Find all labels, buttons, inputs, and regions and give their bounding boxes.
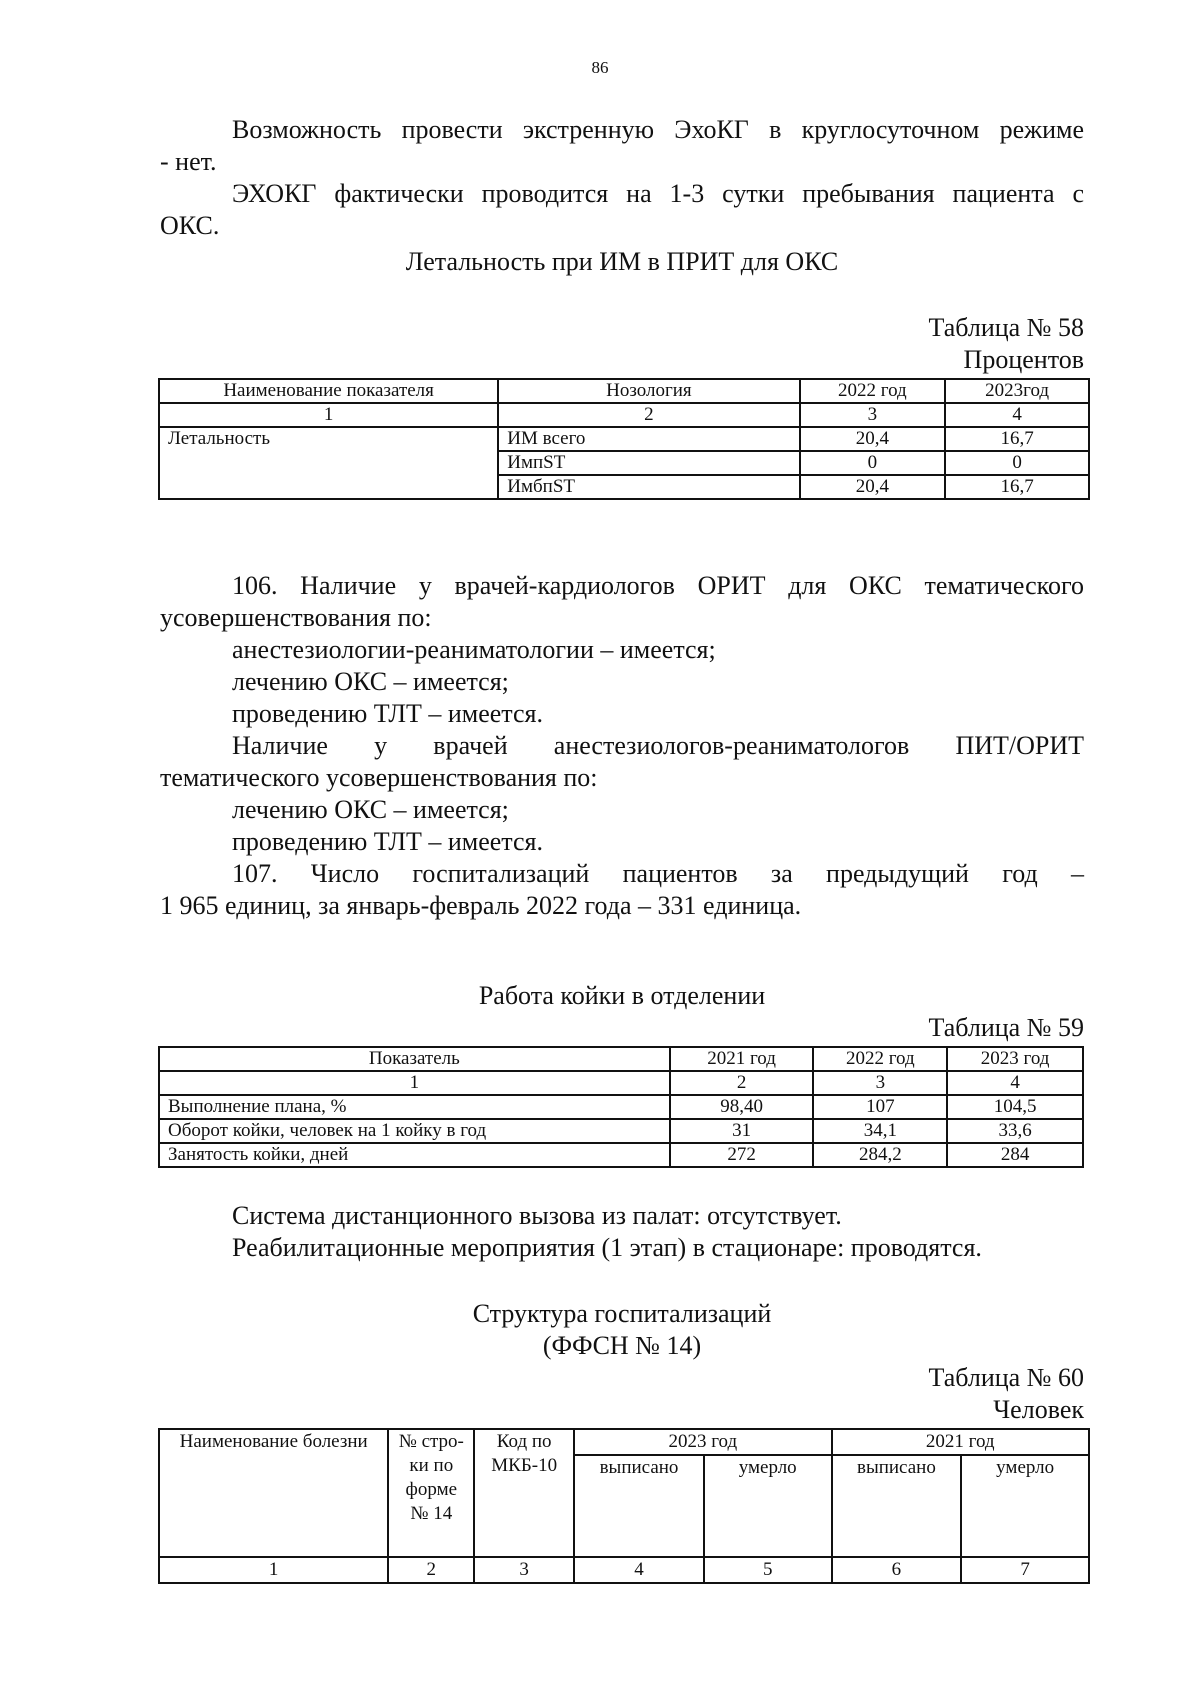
rehab-line: Реабилитационные мероприятия (1 этап) в стационаре: проводятся. <box>232 1233 982 1262</box>
table60 <box>158 1428 1090 1584</box>
page-number: 86 <box>591 58 609 77</box>
nosology-cell: ИмпST <box>498 451 799 475</box>
index-cell: 2 <box>670 1071 814 1095</box>
index-cell: 4 <box>574 1557 704 1583</box>
header-cell: 2023год <box>945 379 1089 403</box>
label-cell: Выполнение плана, % <box>159 1095 670 1119</box>
table60-title-line2: (ФФСН № 14) <box>542 1331 702 1360</box>
label-cell: Занятость койки, дней <box>159 1143 670 1167</box>
value-cell: 284 <box>947 1143 1083 1167</box>
table-index-row <box>159 403 1089 427</box>
header-cell-disease: Наименование болезни <box>159 1429 388 1557</box>
value-cell: 33,6 <box>947 1119 1083 1143</box>
s107-line1: 107. Число госпитализаций пациентов за предыдущий год – <box>232 859 1084 888</box>
table59-title: Работа койки в отделении <box>478 981 766 1010</box>
header-cell: 2021 год <box>670 1047 814 1071</box>
index-cell: 6 <box>832 1557 962 1583</box>
s106-line2: усовершенствования по: <box>160 603 432 632</box>
s106-line7: тематического усовершенствования по: <box>160 763 598 792</box>
nosology-cell: ИмбпST <box>498 475 799 499</box>
value-cell: 284,2 <box>813 1143 947 1167</box>
header-cell: 2023 год <box>947 1047 1083 1071</box>
table59 <box>158 1046 1084 1168</box>
table-header-row <box>159 1047 1083 1071</box>
index-cell: 3 <box>800 403 946 427</box>
table58-unit: Процентов <box>963 345 1084 374</box>
s106-line5: проведению ТЛТ – имеется. <box>232 699 543 728</box>
value-cell: 16,7 <box>945 427 1089 451</box>
index-cell: 2 <box>498 403 799 427</box>
header-cell: Показатель <box>159 1047 670 1071</box>
s106-line9: проведению ТЛТ – имеется. <box>232 827 543 856</box>
value-cell: 31 <box>670 1119 814 1143</box>
s106-line4: лечению ОКС – имеется; <box>232 667 509 696</box>
table60-unit: Человек <box>993 1395 1084 1424</box>
value-cell: 0 <box>800 451 946 475</box>
nosology-cell: ИМ всего <box>498 427 799 451</box>
index-cell: 7 <box>961 1557 1089 1583</box>
index-cell: 3 <box>813 1071 947 1095</box>
index-cell: 2 <box>388 1557 474 1583</box>
table-row <box>159 1119 1083 1143</box>
table-row <box>159 1095 1083 1119</box>
header-cell: Наименование показателя <box>159 379 498 403</box>
table-header-row <box>159 1429 1089 1455</box>
index-cell: 1 <box>159 1071 670 1095</box>
index-cell: 5 <box>704 1557 832 1583</box>
value-cell: 107 <box>813 1095 947 1119</box>
value-cell: 272 <box>670 1143 814 1167</box>
table-row <box>159 427 1089 451</box>
table58-title: Летальность при ИМ в ПРИТ для ОКС <box>405 247 839 276</box>
para2-line1: ЭХОКГ фактически проводится на 1-3 сутки пребывания пациента с <box>232 179 1084 208</box>
s106-line3: анестезиологии-реаниматологии – имеется; <box>232 635 716 664</box>
table-index-row <box>159 1071 1083 1095</box>
value-cell: 20,4 <box>800 427 946 451</box>
table60-title-line1: Структура госпитализаций <box>472 1299 772 1328</box>
value-cell: 34,1 <box>813 1119 947 1143</box>
table-index-row <box>159 1557 1089 1583</box>
subheader-cell: умерло <box>704 1455 832 1557</box>
header-cell-2023: 2023 год <box>574 1429 831 1455</box>
value-cell: 20,4 <box>800 475 946 499</box>
indicator-cell: Летальность <box>159 427 498 499</box>
value-cell: 16,7 <box>945 475 1089 499</box>
s106-line1: 106. Наличие у врачей-кардиологов ОРИТ для ОКС тематического <box>232 571 1084 600</box>
table60-number: Таблица № 60 <box>928 1363 1084 1392</box>
label-cell: Оборот койки, человек на 1 койку в год <box>159 1119 670 1143</box>
index-cell: 4 <box>947 1071 1083 1095</box>
value-cell: 98,40 <box>670 1095 814 1119</box>
s106-line8: лечению ОКС – имеется; <box>232 795 509 824</box>
header-cell-rownum: № стро-ки по форме № 14 <box>388 1429 474 1557</box>
header-cell: 2022 год <box>800 379 946 403</box>
table59-number: Таблица № 59 <box>928 1013 1084 1042</box>
subheader-cell: выписано <box>574 1455 704 1557</box>
table58-number: Таблица № 58 <box>928 313 1084 342</box>
para1-line1: Возможность провести экстренную ЭхоКГ в круглосуточном режиме <box>232 115 1084 144</box>
header-cell-2021: 2021 год <box>832 1429 1089 1455</box>
para1-line2: - нет. <box>160 147 217 176</box>
index-cell: 4 <box>945 403 1089 427</box>
subheader-cell: умерло <box>961 1455 1089 1557</box>
s106-line6: Наличие у врачей анестезиологов-реаниматологов ПИТ/ОРИТ <box>232 731 1084 760</box>
value-cell: 0 <box>945 451 1089 475</box>
table-header-row <box>159 379 1089 403</box>
call-system-line: Система дистанционного вызова из палат: отсутствует. <box>232 1201 842 1230</box>
header-cell: 2022 год <box>813 1047 947 1071</box>
header-cell: Нозология <box>498 379 799 403</box>
index-cell: 1 <box>159 403 498 427</box>
para2-line2: ОКС. <box>160 211 220 240</box>
header-cell-code: Код по МКБ-10 <box>474 1429 574 1557</box>
subheader-cell: выписано <box>832 1455 962 1557</box>
s107-line2: 1 965 единиц, за январь-февраль 2022 года – 331 единица. <box>160 891 802 920</box>
value-cell: 104,5 <box>947 1095 1083 1119</box>
table58 <box>158 378 1090 500</box>
index-cell: 1 <box>159 1557 388 1583</box>
index-cell: 3 <box>474 1557 574 1583</box>
table-row <box>159 1143 1083 1167</box>
